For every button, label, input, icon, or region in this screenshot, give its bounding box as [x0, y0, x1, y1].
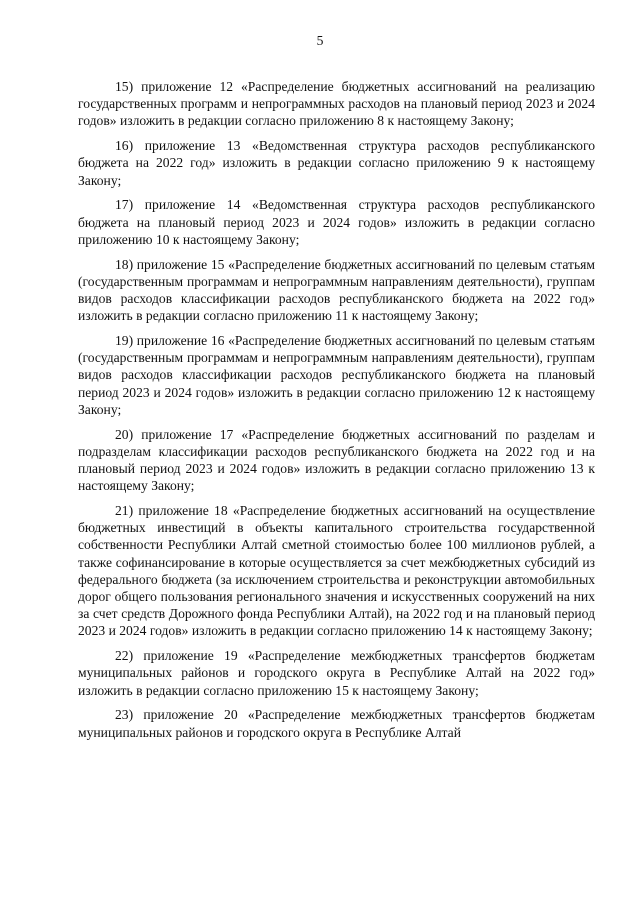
- page-number: 5: [316, 33, 324, 48]
- paragraph-item-22: 22) приложение 19 «Распределение межбюджетных трансфертов бюджетам муниципальных районов и городского округа в Республике Алтай на 2022 год» изложить в редакции согласно приложению 15 к настоящему Закону;: [78, 648, 595, 698]
- paragraph-item-17: 17) приложение 14 «Ведомственная структура расходов республиканского бюджета на плановый период 2023 и 2024 годов» изложить в редакции согласно приложению 10 к настоящему Закону;: [78, 197, 595, 247]
- paragraph-item-23: 23) приложение 20 «Распределение межбюджетных трансфертов бюджетам муниципальных районов и городского округа в Республике Алтай: [78, 707, 595, 740]
- paragraph-item-20: 20) приложение 17 «Распределение бюджетных ассигнований по разделам и подразделам классификации расходов республиканского бюджета на 2022 год и на плановый период 2023 и 2024 годов» изложить в редакции согласно приложению 13 к настоящему Закону;: [78, 426, 595, 494]
- paragraph-item-19: 19) приложение 16 «Распределение бюджетных ассигнований по целевым статьям (государственным программам и непрограммным направлениям деятельности), группам видов расходов классификации расходов республиканского бюджета на плановый период 2023 и 2024 годов» изложить в редакции согласно приложению 12 к настоящему Закону;: [78, 333, 595, 417]
- document-body: [78, 78, 595, 748]
- paragraph-item-15: 15) приложение 12 «Распределение бюджетных ассигнований на реализацию государственных программ и непрограммных расходов на плановый период 2023 и 2024 годов» изложить в редакции согласно приложению 8 к настоящему Закону;: [78, 79, 595, 129]
- paragraph-item-21: 21) приложение 18 «Распределение бюджетных ассигнований на осуществление бюджетных инвестиций в объекты капитального строительства государственной собственности Республики Алтай сметной стоимостью более 100 миллионов рублей, а также софинансирование в которые осуществляется за счет межбюджетных субсидий из федерального бюджета (за исключением строительства и реконструкции автомобильных дорог общего пользования регионального значения и искусственных сооружений на них за счет средств Дорожного фонда Республики Алтай), на 2022 год и на плановый период 2023 и 2024 годов» изложить в редакции согласно приложению 14 к настоящему Закону;: [78, 503, 595, 639]
- paragraph-item-18: 18) приложение 15 «Распределение бюджетных ассигнований по целевым статьям (государственным программам и непрограммным направлениям деятельности), группам видов расходов классификации расходов республиканского бюджета на 2022 год» изложить в редакции согласно приложению 11 к настоящему Закону;: [78, 256, 595, 324]
- paragraph-item-16: 16) приложение 13 «Ведомственная структура расходов республиканского бюджета на 2022 год» изложить в редакции согласно приложению 9 к настоящему Закону;: [78, 138, 595, 188]
